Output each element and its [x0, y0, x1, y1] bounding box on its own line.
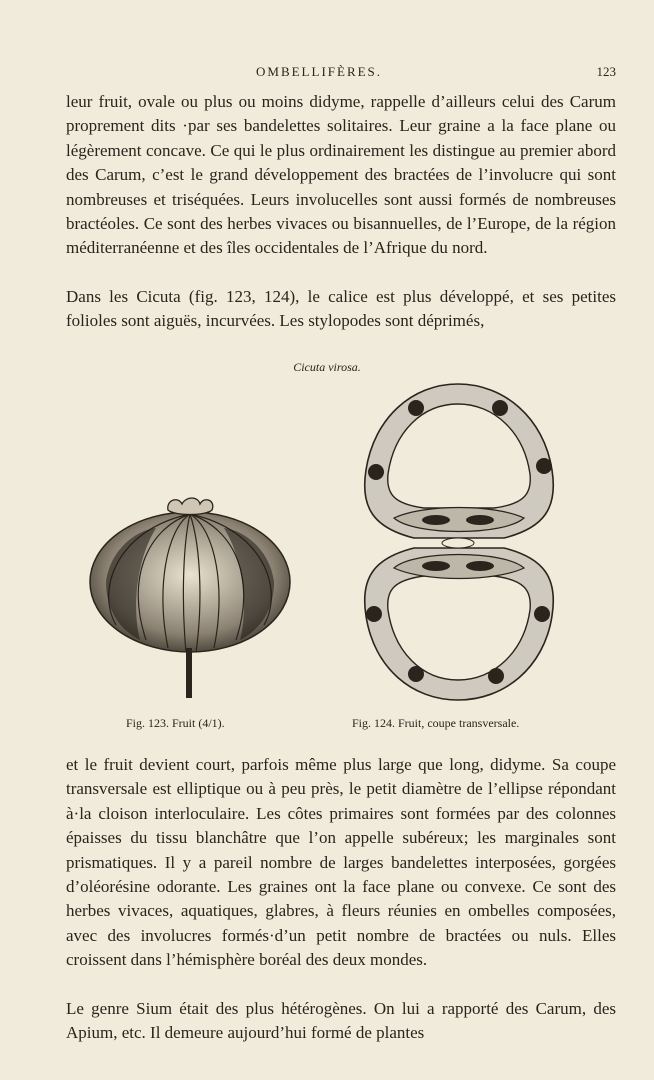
figure-title: Cicuta virosa. — [293, 360, 361, 374]
fruit-illustration — [86, 490, 296, 705]
figure-124-caption: Fig. 124. Fruit, coupe transversale. — [352, 716, 520, 730]
paragraph-2: Dans les Cicuta (fig. 123, 124), le calice est plus développé, et ses petites folioles sont aiguës, incurvées. Les stylopodes sont déprimés, — [66, 287, 616, 331]
fruit-cross-section — [354, 378, 564, 708]
figure-123-caption: Fig. 123. Fruit (4/1). — [126, 716, 225, 730]
page-number: 123 — [596, 64, 616, 79]
paragraph-1: leur fruit, ovale ou plus ou moins didyme, rappelle d’ailleurs celui des Carum proprement dits ·par ses bandelettes solitaires. Leur graine a la face plane ou légèrement concave. Ce qui le plus ordinairement les distingue au premier abord des Carum, c’est le grand développement des bractées de l’involucre qui sont nombreuses et triséquées. Leurs involucelles sont aussi formés de nombreuses bractéoles. Ce sont des herbes vivaces ou bisannuelles, de l’Europe, de la région méditerranéenne et des îles occidentales de l’Afrique du nord. — [66, 92, 616, 258]
paragraph-3: et le fruit devient court, parfois même plus large que long, didyme. Sa coupe transversale est elliptique ou à peu près, le petit diamètre de l’ellipse répondant à·la cloison interloculaire. Les côtes primaires sont formées par des colonnes épaisses du tissu blanchâtre que l’on appelle subéreux; les marginales sont prismatiques. Il y a pareil nombre de larges bandelettes interposées, gorgées d’oléorésine odorante. Les graines ont la face plane ou convexe. Ce sont des herbes vivaces, aquatiques, glabres, à fleurs réunies en ombelles composées, avec des involucres formés·d’un petit nombre de bractées ou nuls. Elles croissent dans l’hémisphère boréal des deux mondes. — [66, 755, 616, 970]
running-title: OMBELLIFÈRES. — [256, 64, 383, 79]
paragraph-4: Le genre Sium était des plus hétérogènes. On lui a rapporté des Carum, des Apium, etc. Il demeure aujourd’hui formé de plantes — [66, 999, 616, 1043]
page-header — [66, 64, 616, 86]
